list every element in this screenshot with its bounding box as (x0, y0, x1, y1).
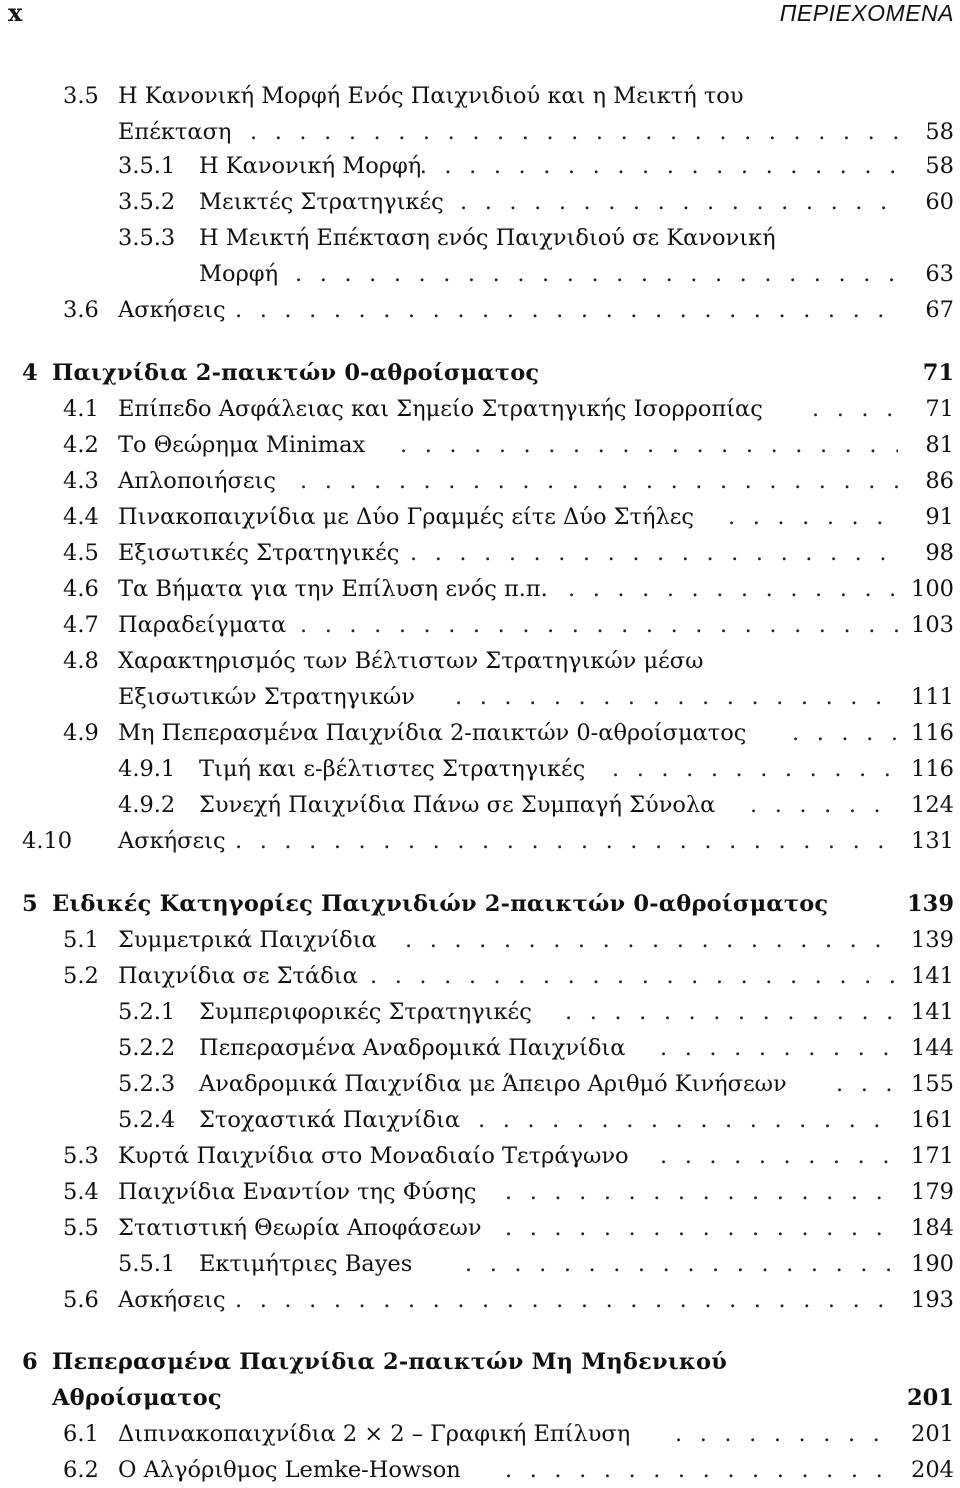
entry-number: 4.7 (63, 612, 99, 638)
entry-number: 5.3 (63, 1143, 99, 1169)
entry-page: 81 (925, 432, 954, 458)
toc-entry-6-1[interactable] (0, 1416, 960, 1452)
toc-entry-5-4[interactable] (0, 1174, 960, 1210)
entry-page: 98 (925, 540, 954, 566)
entry-number: 5.2.4 (118, 1107, 176, 1133)
toc-chapter-6[interactable] (0, 1344, 960, 1380)
entry-page: 60 (925, 189, 954, 215)
running-title: ΠΕΡΙΕΧΟΜΕΝΑ (779, 0, 954, 26)
toc-entry-5-2[interactable] (0, 958, 960, 994)
toc-entry-4-8[interactable] (0, 643, 960, 679)
entry-page: 190 (911, 1251, 954, 1277)
entry-title: Στατιστική Θεωρία Αποφάσεων (118, 1215, 482, 1241)
entry-number: 3.5 (63, 83, 99, 109)
dot-leader (395, 148, 898, 184)
toc-entry-5-2-4[interactable] (0, 1102, 960, 1138)
entry-title: Παιχνίδια Εναντίον της Φύσης (118, 1179, 477, 1205)
chapter-title: Αθροίσματος (52, 1385, 222, 1411)
entry-title: Ο Αλγόριθμος Lemke-Howson (118, 1457, 461, 1483)
toc-entry-5-2-1[interactable] (0, 994, 960, 1030)
chapter-title: Ειδικές Κατηγορίες Παιχνιδιών 2-παικτών 0-αθροίσματος (52, 891, 829, 917)
entry-page: 179 (911, 1179, 954, 1205)
entry-number: 5.1 (63, 927, 99, 953)
entry-title: Εξισωτικές Στρατηγικές (118, 540, 400, 566)
dot-leader (300, 607, 898, 643)
entry-number: 3.5.2 (118, 189, 176, 215)
toc-chapter-5[interactable] (0, 886, 960, 922)
entry-page: 111 (911, 684, 954, 710)
entry-title: Στοχαστικά Παιχνίδια (199, 1107, 461, 1133)
entry-title: Χαρακτηρισμός των Βέλτιστων Στρατηγικών μέσω (118, 648, 704, 674)
dot-leader (505, 1174, 898, 1210)
entry-title: Παραδείγματα (118, 612, 287, 638)
entry-number: 4.6 (63, 576, 99, 602)
toc-entry-5-1[interactable] (0, 922, 960, 958)
entry-number: 6.2 (63, 1457, 99, 1483)
toc-entry-4-1[interactable] (0, 391, 960, 427)
chapter-number: 5 (22, 891, 38, 917)
dot-leader (612, 751, 898, 787)
entry-title: Η Κανονική Μορφή (199, 153, 422, 179)
dot-leader (565, 994, 898, 1030)
dot-leader (660, 1030, 898, 1066)
dot-leader (410, 535, 898, 571)
toc-entry-5-2-2[interactable] (0, 1030, 960, 1066)
dot-leader (295, 256, 898, 292)
dot-leader (250, 114, 898, 150)
entry-page: 171 (911, 1143, 954, 1169)
page-header (0, 0, 960, 30)
chapter-title: Παιχνίδια 2-παικτών 0-αθροίσματος (52, 360, 540, 386)
toc-entry-5-2-3[interactable] (0, 1066, 960, 1102)
entry-title: Ασκήσεις (118, 1287, 226, 1313)
toc-entry-4-6[interactable] (0, 571, 960, 607)
toc-entry-5-3[interactable] (0, 1138, 960, 1174)
dot-leader (460, 184, 898, 220)
dot-leader (235, 823, 898, 859)
toc-entry-5-5[interactable] (0, 1210, 960, 1246)
toc-entry-4-5[interactable] (0, 535, 960, 571)
entry-page: 139 (911, 927, 954, 953)
entry-number: 5.5 (63, 1215, 99, 1241)
entry-page: 201 (911, 1421, 954, 1447)
entry-page: 116 (911, 756, 954, 782)
entry-title: Μορφή (199, 261, 279, 287)
entry-title: Η Κανονική Μορφή Ενός Παιχνιδιού και η Μεικτή του (118, 83, 744, 109)
entry-page: 63 (925, 261, 954, 287)
entry-title: Επίπεδο Ασφάλειας και Σημείο Στρατηγικής Ισορροπίας (118, 396, 763, 422)
entry-title: Εξισωτικών Στρατηγικών (118, 684, 415, 710)
toc-entry-3-6[interactable] (0, 292, 960, 328)
entry-page: 58 (925, 153, 954, 179)
entry-page: 193 (911, 1287, 954, 1313)
toc-entry-4-4[interactable] (0, 499, 960, 535)
entry-title: Συμπεριφορικές Στρατηγικές (199, 999, 532, 1025)
entry-page: 67 (925, 297, 954, 323)
chapter-number: 4 (22, 360, 38, 386)
dot-leader (792, 715, 898, 751)
entry-number: 4.2 (63, 432, 99, 458)
entry-number: 5.5.1 (118, 1251, 176, 1277)
entry-title: Πεπερασμένα Αναδρομικά Παιχνίδια (199, 1035, 626, 1061)
entry-number: 5.2 (63, 963, 99, 989)
entry-page: 71 (925, 396, 954, 422)
entry-page: 155 (911, 1071, 954, 1097)
entry-page: 204 (911, 1457, 954, 1483)
entry-title: Τιμή και ε-βέλτιστες Στρατηγικές (199, 756, 586, 782)
dot-leader (455, 679, 898, 715)
entry-page: 91 (925, 504, 954, 530)
toc-entry-3-5-1[interactable] (0, 148, 960, 184)
toc-chapter-4[interactable] (0, 355, 960, 391)
dot-leader (812, 391, 898, 427)
toc-entry-3-5-3[interactable] (0, 220, 960, 256)
dot-leader (728, 499, 898, 535)
entry-title: Εκτιμήτριες Bayes (199, 1251, 413, 1277)
entry-number: 3.6 (63, 297, 99, 323)
toc-entry-4-10[interactable] (0, 823, 960, 859)
dot-leader (505, 1452, 898, 1488)
entry-page: 124 (911, 792, 954, 818)
entry-number: 5.6 (63, 1287, 99, 1313)
entry-number: 4.9.2 (118, 792, 176, 818)
chapter-page: 71 (922, 360, 954, 386)
toc-entry-3-5-2[interactable] (0, 184, 960, 220)
entry-title: Μη Πεπερασμένα Παιχνίδια 2-παικτών 0-αθροίσματος (118, 720, 747, 746)
toc-entry-4-7[interactable] (0, 607, 960, 643)
entry-number: 4.4 (63, 504, 99, 530)
entry-page: 184 (911, 1215, 954, 1241)
toc-entry-5-5-1[interactable] (0, 1246, 960, 1282)
entry-title: Το Θεώρημα Minimax (118, 432, 366, 458)
dot-leader (750, 787, 898, 823)
dot-leader (660, 1138, 898, 1174)
dot-leader (836, 1066, 898, 1102)
entry-number: 5.2.2 (118, 1035, 176, 1061)
entry-page: 100 (911, 576, 954, 602)
chapter-page: 201 (907, 1385, 954, 1411)
entry-title: Ασκήσεις (118, 828, 226, 854)
entry-title: Παιχνίδια σε Στάδια (118, 963, 358, 989)
entry-title: Η Μεικτή Επέκταση ενός Παιχνιδιού σε Κανονική (199, 225, 776, 251)
entry-title: Διπινακοπαιχνίδια 2 × 2 – Γραφική Επίλυση (118, 1421, 631, 1447)
entry-number: 3.5.1 (118, 153, 176, 179)
dot-leader (675, 1416, 898, 1452)
chapter-page: 139 (907, 891, 954, 917)
dot-leader (478, 1102, 898, 1138)
dot-leader (400, 427, 898, 463)
entry-title: Κυρτά Παιχνίδια στο Μοναδιαίο Τετράγωνο (118, 1143, 629, 1169)
dot-leader (370, 958, 898, 994)
dot-leader (235, 1282, 898, 1318)
entry-title: Μεικτές Στρατηγικές (199, 189, 444, 215)
entry-number: 4.10 (22, 828, 73, 854)
toc-entry-4-2[interactable] (0, 427, 960, 463)
entry-title: Επέκταση (118, 119, 232, 145)
dot-leader (300, 463, 898, 499)
dot-leader (505, 1210, 898, 1246)
toc-entry-4-9[interactable] (0, 715, 960, 751)
dot-leader (568, 571, 898, 607)
toc-chapter-6-cont[interactable] (0, 1380, 960, 1416)
chapter-number: 6 (22, 1349, 38, 1375)
entry-title: Συμμετρικά Παιχνίδια (118, 927, 377, 953)
entry-title: Απλοποιήσεις (118, 468, 276, 494)
toc-entry-4-3[interactable] (0, 463, 960, 499)
entry-page: 58 (925, 119, 954, 145)
entry-title: Τα Βήματα για την Επίλυση ενός π.π. (118, 576, 548, 602)
dot-leader (465, 1246, 898, 1282)
toc-entry-4-9-2[interactable] (0, 787, 960, 823)
chapter-title: Πεπερασμένα Παιχνίδια 2-παικτών Μη Μηδενικού (52, 1349, 727, 1375)
toc-entry-4-9-1[interactable] (0, 751, 960, 787)
entry-number: 4.1 (63, 396, 99, 422)
entry-number: 6.1 (63, 1421, 99, 1447)
entry-page: 116 (911, 720, 954, 746)
toc-entry-3-5[interactable] (0, 78, 960, 114)
dot-leader (405, 922, 898, 958)
entry-page: 103 (911, 612, 954, 638)
entry-number: 4.8 (63, 648, 99, 674)
toc-entry-6-2[interactable] (0, 1452, 960, 1488)
dot-leader (235, 292, 898, 328)
entry-page: 131 (911, 828, 954, 854)
entry-page: 141 (911, 999, 954, 1025)
entry-number: 4.5 (63, 540, 99, 566)
toc-entry-3-5-3-cont[interactable] (0, 256, 960, 292)
entry-page: 141 (911, 963, 954, 989)
page-number-roman: x (8, 0, 23, 27)
entry-number: 4.9 (63, 720, 99, 746)
entry-number: 4.9.1 (118, 756, 176, 782)
entry-title: Ασκήσεις (118, 297, 226, 323)
entry-number: 4.3 (63, 468, 99, 494)
entry-page: 86 (925, 468, 954, 494)
entry-title: Αναδρομικά Παιχνίδια με Άπειρο Αριθμό Κινήσεων (199, 1071, 787, 1097)
entry-number: 5.2.1 (118, 999, 176, 1025)
toc-entry-3-5-cont[interactable] (0, 114, 960, 150)
toc-entry-4-8-cont[interactable] (0, 679, 960, 715)
entry-number: 3.5.3 (118, 225, 176, 251)
entry-title: Πινακοπαιχνίδια με Δύο Γραμμές είτε Δύο Στήλες (118, 504, 695, 530)
entry-title: Συνεχή Παιχνίδια Πάνω σε Συμπαγή Σύνολα (199, 792, 716, 818)
toc-entry-5-6[interactable] (0, 1282, 960, 1318)
entry-page: 144 (911, 1035, 954, 1061)
entry-page: 161 (911, 1107, 954, 1133)
entry-number: 5.2.3 (118, 1071, 176, 1097)
entry-number: 5.4 (63, 1179, 99, 1205)
